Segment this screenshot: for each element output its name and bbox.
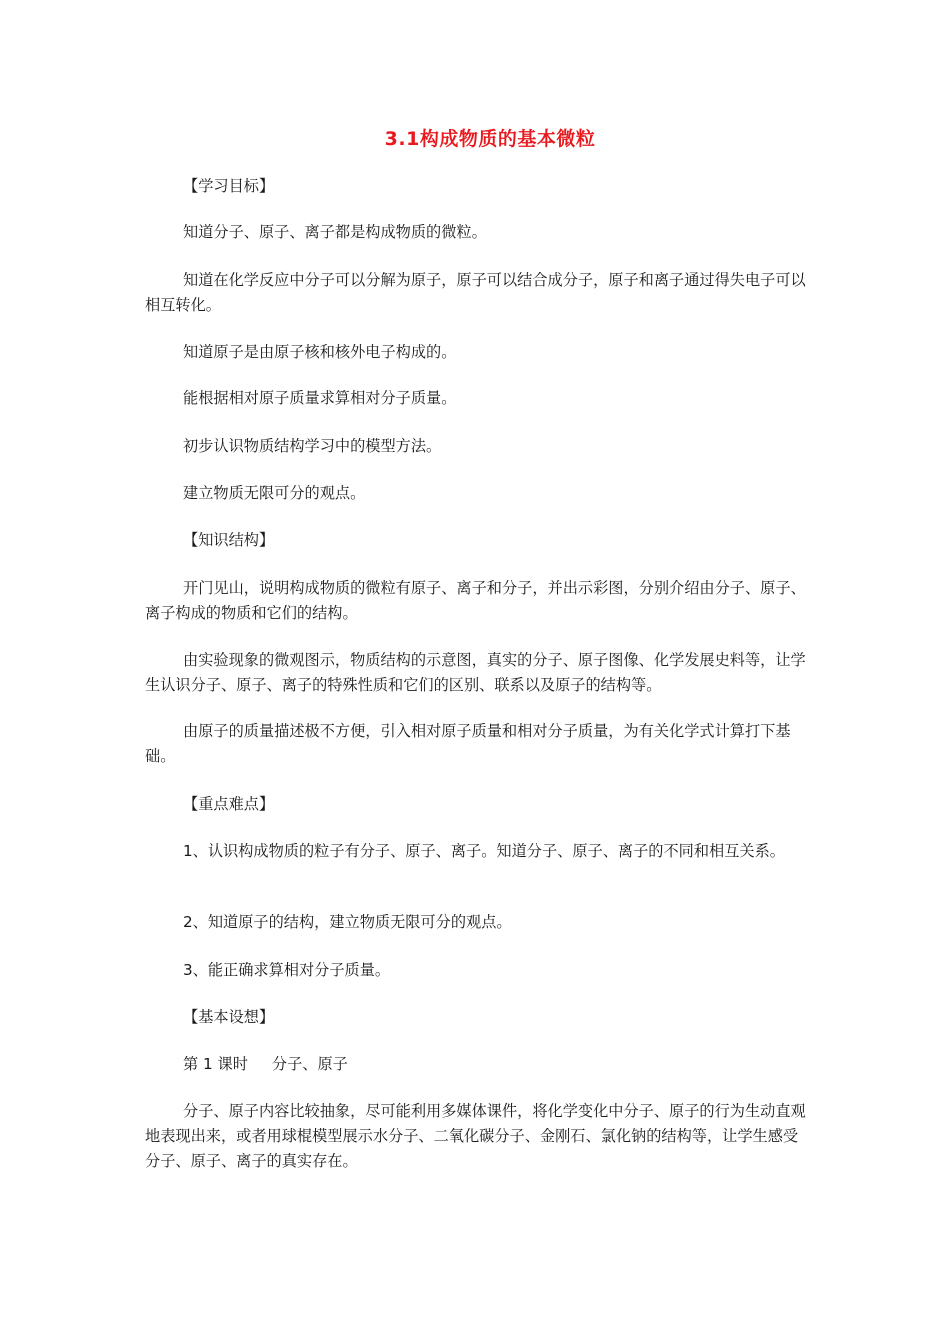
objective-item: 知道原子是由原子核和核外电子构成的。 [183,343,457,361]
lesson-label: 第 1 课时 [183,1055,248,1073]
objective-item: 能根据相对原子质量求算相对分子质量。 [183,389,457,407]
lesson-topic: 分子、原子 [271,1055,348,1073]
objective-item: 建立物质无限可分的观点。 [183,484,366,502]
objective-item: 知道分子、原子、离子都是构成物质的微粒。 [183,223,487,241]
structure-paragraph: 由原子的质量描述极不方便，引入相对原子质量和相对分子质量，为有关化学式计算打下基础。 [145,722,791,765]
design-heading: 【基本设想】 [183,1008,275,1026]
keypoint-item: 3、能正确求算相对分子质量。 [183,961,391,979]
keypoint-item: 2、知道原子的结构，建立物质无限可分的观点。 [183,913,512,931]
objective-item: 初步认识物质结构学习中的模型方法。 [183,437,442,455]
objective-item: 知道在化学反应中分子可以分解为原子，原子可以结合成分子，原子和离子通过得失电子可以相互转化。 [145,271,806,314]
keypoints-heading: 【重点难点】 [183,795,275,813]
keypoint-item: 1、认识构成物质的粒子有分子、原子、离子。知道分子、原子、离子的不同和相互关系。 [183,842,785,860]
structure-paragraph: 开门见山，说明构成物质的微粒有原子、离子和分子，并出示彩图，分别介绍由分子、原子、离子构成的物质和它们的结构。 [145,579,806,622]
lesson-line [145,1052,810,1077]
structure-heading: 【知识结构】 [183,531,275,549]
design-paragraph: 分子、原子内容比较抽象，尽可能利用多媒体课件，将化学变化中分子、原子的行为生动直观地表现出来，或者用球棍模型展示水分子、二氧化碳分子、金刚石、氯化钠的结构等，让学生感受分子、原子、离子的真实存在。 [145,1102,806,1170]
document-title: 3.1构成物质的基本微粒 [384,128,596,150]
objectives-heading: 【学习目标】 [183,177,275,195]
structure-paragraph: 由实验现象的微观图示，物质结构的示意图，真实的分子、原子图像、化学发展史料等，让学生认识分子、原子、离子的特殊性质和它们的区别、联系以及原子的结构等。 [145,651,806,694]
